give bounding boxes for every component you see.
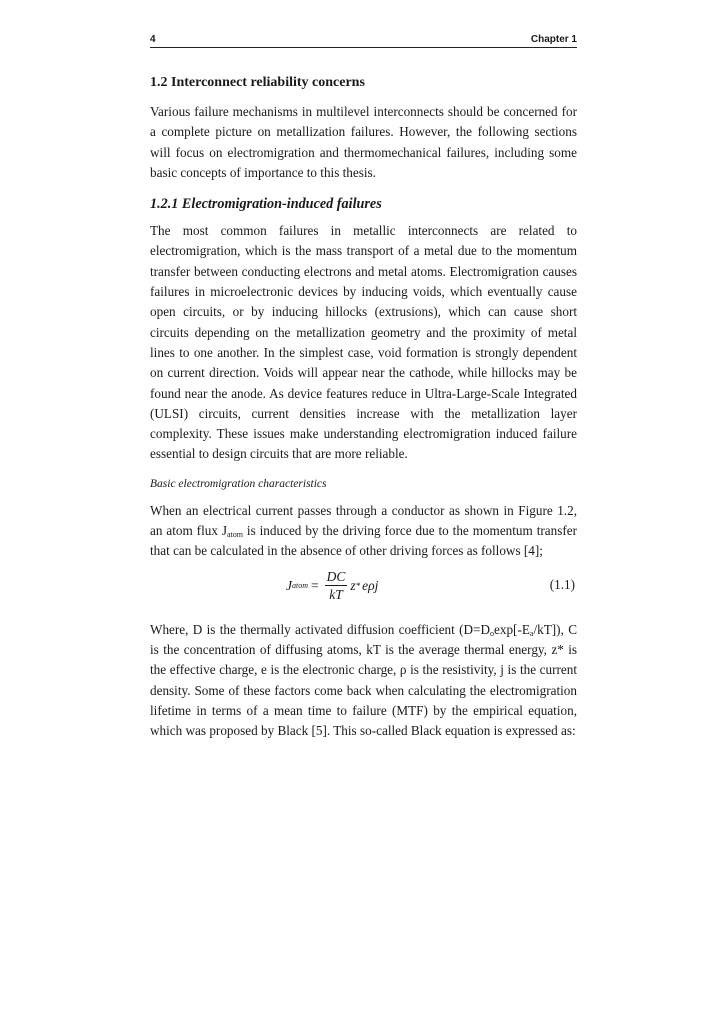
- where-text-3: /kT]), C is the concentration of diffusing atoms, kT is the average thermal energy, z* is the effective charge, e is the electronic charge, ρ is the resistivity, j is the current density. Some of these factors come back when calculating the electromigration lifetime in terms of a mean time to failure (MTF) by the empirical equation, which was proposed by Black [5]. This so-called Black equation is expressed as:: [150, 621, 577, 739]
- subsection-title: 1.2.1 Electromigration-induced failures: [150, 196, 382, 213]
- flux-paragraph: [150, 501, 577, 562]
- eq-rhs-tail: eρj: [362, 577, 379, 593]
- eq-numerator: DC: [326, 569, 346, 585]
- eq-lhs: J: [286, 577, 292, 593]
- eq-rhs: z: [350, 577, 356, 593]
- page: [150, 34, 577, 741]
- intro-paragraph: Various failure mechanisms in multilevel interconnects should be concerned for a complete picture on metallization failures. However, the following sections will focus on electromigration and thermomechanical failures, including some basic concepts of importance to this thesis.: [150, 104, 577, 180]
- where-text-1: Where, D is the thermally activated diffusion coefficient (D=D: [150, 621, 491, 637]
- section-title: 1.2 Interconnect reliability concerns: [150, 75, 365, 90]
- flux-subscript: atom: [226, 530, 243, 540]
- where-subscript-2: a: [529, 628, 534, 638]
- where-subscript-1: o: [490, 628, 495, 638]
- eq-fraction: [325, 568, 348, 603]
- equation-1-1: [150, 564, 577, 608]
- flux-text-2: is induced by the driving force due to the momentum transfer that can be calculated in the absence of other driving forces as follows [4];: [150, 523, 577, 559]
- topic-heading: Basic electromigration characteristics: [150, 477, 327, 490]
- where-text-2: exp[-E: [494, 621, 530, 637]
- equation-number: (1.1): [549, 576, 575, 592]
- eq-equals: =: [311, 577, 319, 593]
- page-number: 4: [150, 34, 156, 45]
- flux-text-1: When an electrical current passes through a conductor as shown in Figure 1.2, an atom flux J: [150, 502, 577, 539]
- equation-body: J atom = $\frac{DC}{kT}$ z * eρj: [286, 569, 379, 603]
- electromigration-paragraph: The most common failures in metallic interconnects are related to electromigration, which is the mass transport of a metal due to the momentum transfer between conducting electrons and metal atoms. Electromigration causes failures in microelectronic devices by inducing voids, which eventually cause open circuits, or by inducing hillocks (extrusions), which can cause short circuits depending on the metallization geometry and the proximity of metal lines to one another. In the simplest case, void formation is strongly dependent on current direction. Voids will appear near the cathode, while hillocks may be found near the anode. As device features reduce in Ultra-Large-Scale Integrated (ULSI) circuits, current densities increase with the metallization layer complexity. These issues make understanding electromigration induced failure essential to design circuits that are more reliable.: [150, 223, 577, 462]
- eq-rhs-superscript: *: [355, 580, 361, 591]
- chapter-label: Chapter 1: [530, 34, 577, 45]
- eq-denominator: kT: [329, 587, 343, 603]
- running-header: [150, 34, 577, 48]
- where-paragraph: [150, 620, 577, 742]
